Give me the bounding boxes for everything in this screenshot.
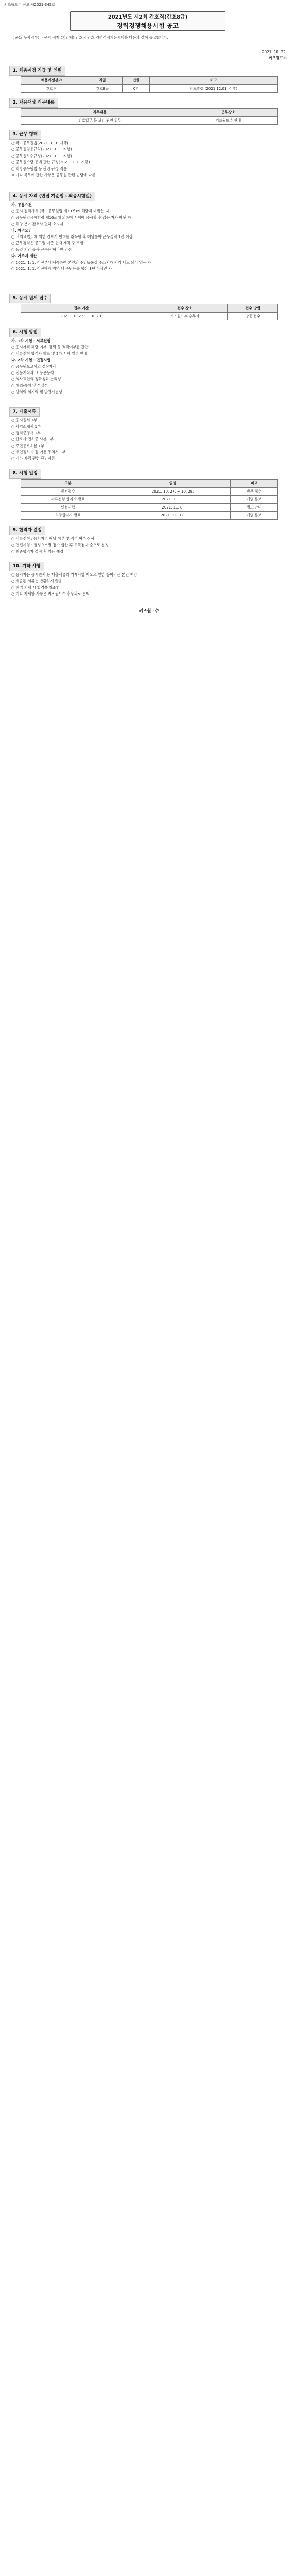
text-line: ○ 공무원임용시험령 제16조에 의하여 시험에 응시할 수 없는 자가 아닌 자 bbox=[11, 215, 131, 220]
text-line: ○ 최종합격자 결정 후 임용 예정 bbox=[11, 549, 64, 554]
text-line: ○ 예의·품행 및 성실성 bbox=[11, 383, 48, 388]
text-line: ○ 지방공무원법 등 관련 규정 적용 bbox=[11, 166, 67, 171]
text-line: ○ 주민등록초본 1부 bbox=[11, 443, 45, 448]
table-cell: 방문 접수 bbox=[231, 487, 278, 496]
table-cell: 별도 안내 bbox=[231, 503, 278, 512]
section-8-title: 8. 시험 일정 bbox=[9, 469, 287, 479]
col-header: 접수 장소 bbox=[142, 304, 228, 313]
table-cell: 최종합격자 발표 bbox=[21, 512, 115, 520]
text-line: ○ 공무원임용규칙(2021. 1. 1. 시행) bbox=[11, 147, 72, 152]
col-header: 일정 bbox=[115, 480, 231, 488]
table-cell: 방문 접수 bbox=[228, 312, 278, 320]
text-line: 가. 1차 시험 : 서류전형 bbox=[11, 338, 51, 343]
text-line: ○ 간호사 면허증 사본 1부 bbox=[11, 437, 54, 442]
text-line: 다. 거주지 제한 bbox=[11, 253, 37, 259]
text-line: 나. 자격요건 bbox=[11, 228, 32, 233]
table-cell: 2021. 10. 27. ~ 10. 29. bbox=[115, 487, 231, 496]
col-header: 접수 기간 bbox=[21, 304, 142, 313]
section-7-title: 7. 제출서류 bbox=[9, 407, 287, 417]
text-line: ○ 허위 기재 시 합격을 취소함 bbox=[11, 585, 60, 590]
text-line: ○ 공무원보수규정(2021. 1. 1. 시행) bbox=[11, 153, 72, 158]
table-cell: 간호직 bbox=[21, 84, 82, 93]
section-6-title: 6. 시험 방법 bbox=[9, 328, 287, 337]
text-line: ○ 개인정보 수집·이용 동의서 1부 bbox=[11, 450, 66, 455]
text-line: 나. 2차 시험 : 면접시험 bbox=[11, 358, 51, 363]
section-1-title: 1. 채용예정 직급 및 인원 bbox=[9, 66, 287, 76]
text-line: ○ 해당 분야 간호사 면허 소지자 bbox=[11, 222, 64, 227]
text-line: ※ 기타 복무에 관한 사항은 공무원 관련 법령에 따름 bbox=[11, 173, 96, 178]
text-line: ○ 동일 기간 중복 근무는 하나만 인정 bbox=[11, 247, 72, 252]
table-cell: 간호업무 등 보건 관련 업무 bbox=[21, 116, 179, 125]
col-header: 구분 bbox=[21, 480, 115, 488]
text-line: ○ 응시 결격사유 (국가공무원법 제33조)에 해당하지 않는 자 bbox=[11, 209, 109, 214]
table-row bbox=[21, 512, 278, 520]
text-line: ○ 전문지식과 그 응용능력 bbox=[11, 370, 54, 376]
col-header: 채용예정분야 bbox=[21, 77, 82, 85]
text-line: ○ 경력증명서 1부 bbox=[11, 430, 41, 435]
table-row bbox=[21, 496, 278, 504]
table-cell: 개별 통보 bbox=[231, 496, 278, 504]
text-line: ○ 서류전형 : 응시자격 해당 여부 및 적격 여부 심사 bbox=[11, 536, 95, 541]
table-row bbox=[21, 487, 278, 496]
col-header: 직급 bbox=[82, 77, 122, 85]
table-cell: 전보발령 (2021.12.01. 이후) bbox=[149, 84, 277, 93]
table-cell: 간호8급 bbox=[82, 84, 122, 93]
text-line: ○ 자기소개서 1부 bbox=[11, 424, 41, 429]
table-cell: 개별 통보 bbox=[231, 512, 278, 520]
recruitment-table bbox=[21, 76, 278, 93]
intro-text: 국군(의무사령부) 국군지 직제 (기간제) 간호직 간호 경력경쟁채용시험을 다음과 같이 공고합니다. bbox=[11, 35, 168, 40]
issuing-organization: 키즈월드수 bbox=[269, 56, 287, 60]
text-line: ○ 제출된 서류는 반환하지 않음 bbox=[11, 579, 62, 584]
section-10-title: 10. 기타 사항 bbox=[9, 562, 287, 571]
closing-organization: 키즈월드수 bbox=[139, 608, 159, 613]
text-line: ○ 기타 자격 관련 증빙서류 bbox=[11, 456, 55, 461]
text-line: ○ 면접시험 : 평정요소별 점수 합산 후 고득점자 순으로 결정 bbox=[11, 543, 109, 548]
table-cell: 면접시험 bbox=[21, 503, 115, 512]
col-header: 비고 bbox=[231, 480, 278, 488]
col-header: 비고 bbox=[149, 77, 277, 85]
announcement-date: 2021. 10. 22. bbox=[261, 49, 287, 54]
text-line: ○ 응시원서 1부 bbox=[11, 418, 38, 422]
text-line: ○ 응시자는 응시원서 등 제출서류의 기재사항 착오로 인한 불이익은 본인 책임 bbox=[11, 572, 137, 577]
text-line: ○ 근무경력은 공고일 기준 현재 재직 중 포함 bbox=[11, 241, 84, 246]
table-cell: 서류전형 합격자 발표 bbox=[21, 496, 115, 504]
section-4-body bbox=[11, 202, 287, 272]
announcement-number: 키즈월드수 공고 제2021-345호 bbox=[4, 3, 56, 7]
section-4-title: 4. 응시 자격 (면접 기준일 : 최종시험일) bbox=[9, 192, 287, 201]
section-3-title: 3. 근무 형태 bbox=[9, 130, 287, 140]
text-line: ○ 공무원으로서의 정신자세 bbox=[11, 364, 57, 369]
title-banner bbox=[70, 11, 225, 31]
col-header: 근무장소 bbox=[179, 109, 277, 117]
title-line-1: 2021년도 제2회 간호직(간호8급) bbox=[108, 14, 188, 20]
section-10-body bbox=[11, 572, 287, 598]
section-9-body bbox=[11, 536, 287, 555]
table-cell: 원서접수 bbox=[21, 487, 115, 496]
table-cell: 2021. 11. 12. bbox=[115, 512, 231, 520]
col-header: 인원 bbox=[123, 77, 149, 85]
table-cell: 2021. 11. 8. bbox=[115, 503, 231, 512]
section-7-body bbox=[11, 417, 287, 462]
text-line: ○ 공무원수당 등에 관한 규정(2021. 1. 1. 시행) bbox=[11, 160, 90, 165]
table-cell: 키즈월드수 관내 bbox=[179, 116, 277, 125]
table-row bbox=[21, 503, 278, 512]
text-line: ○ 서류전형 합격자 발표 및 2차 시험 일정 안내 bbox=[11, 351, 87, 356]
text-line: ○ 창의력·의지력 및 발전가능성 bbox=[11, 389, 62, 395]
text-line: ○ 국가공무원법(2021. 1. 1. 시행) bbox=[11, 141, 68, 145]
text-line: ○ 「의료법」에 의한 간호사 면허를 취득한 후 해당분야 근무경력 1년 이상 bbox=[11, 234, 133, 240]
col-header: 직무내용 bbox=[21, 109, 179, 117]
section-5-title: 5. 응시 원서 접수 bbox=[9, 294, 287, 303]
col-header: 접수 방법 bbox=[228, 304, 278, 313]
table-cell: 키즈월드수 총무과 bbox=[142, 312, 228, 320]
text-line: ○ 응시자격 해당 여부, 경력 등 적격여부를 판단 bbox=[11, 345, 89, 350]
section-9-title: 9. 합격자 결정 bbox=[9, 526, 287, 535]
duty-table bbox=[21, 108, 278, 125]
section-2-title: 2. 채용대상 직무내용 bbox=[9, 98, 287, 108]
title-line-2: 경력경쟁채용시험 공고 bbox=[116, 22, 179, 29]
application-table bbox=[21, 304, 278, 320]
text-line: ○ 2021. 1. 1. 이전부터 계속하여 본인의 주민등록상 주소지가 지역 내로 되어 있는 자 bbox=[11, 260, 151, 265]
text-line: ○ 기타 자세한 사항은 키즈월드수 총무과로 문의 bbox=[11, 591, 90, 597]
text-line: ○ 의사표현의 정확성과 논리성 bbox=[11, 377, 61, 382]
section-6-body bbox=[11, 338, 287, 396]
table-cell: 0명 bbox=[123, 84, 149, 93]
table-cell: 2021. 10. 27. ~ 10. 29. bbox=[21, 312, 142, 320]
section-3-body bbox=[11, 140, 287, 178]
table-cell: 2021. 11. 3. bbox=[115, 496, 231, 504]
text-line: ○ 2021. 1. 1. 이전까지 지역 내 주민등록 합산 3년 이상인 자 bbox=[11, 266, 112, 272]
schedule-table bbox=[21, 479, 278, 520]
text-line: 가. 공통요건 bbox=[11, 202, 32, 207]
